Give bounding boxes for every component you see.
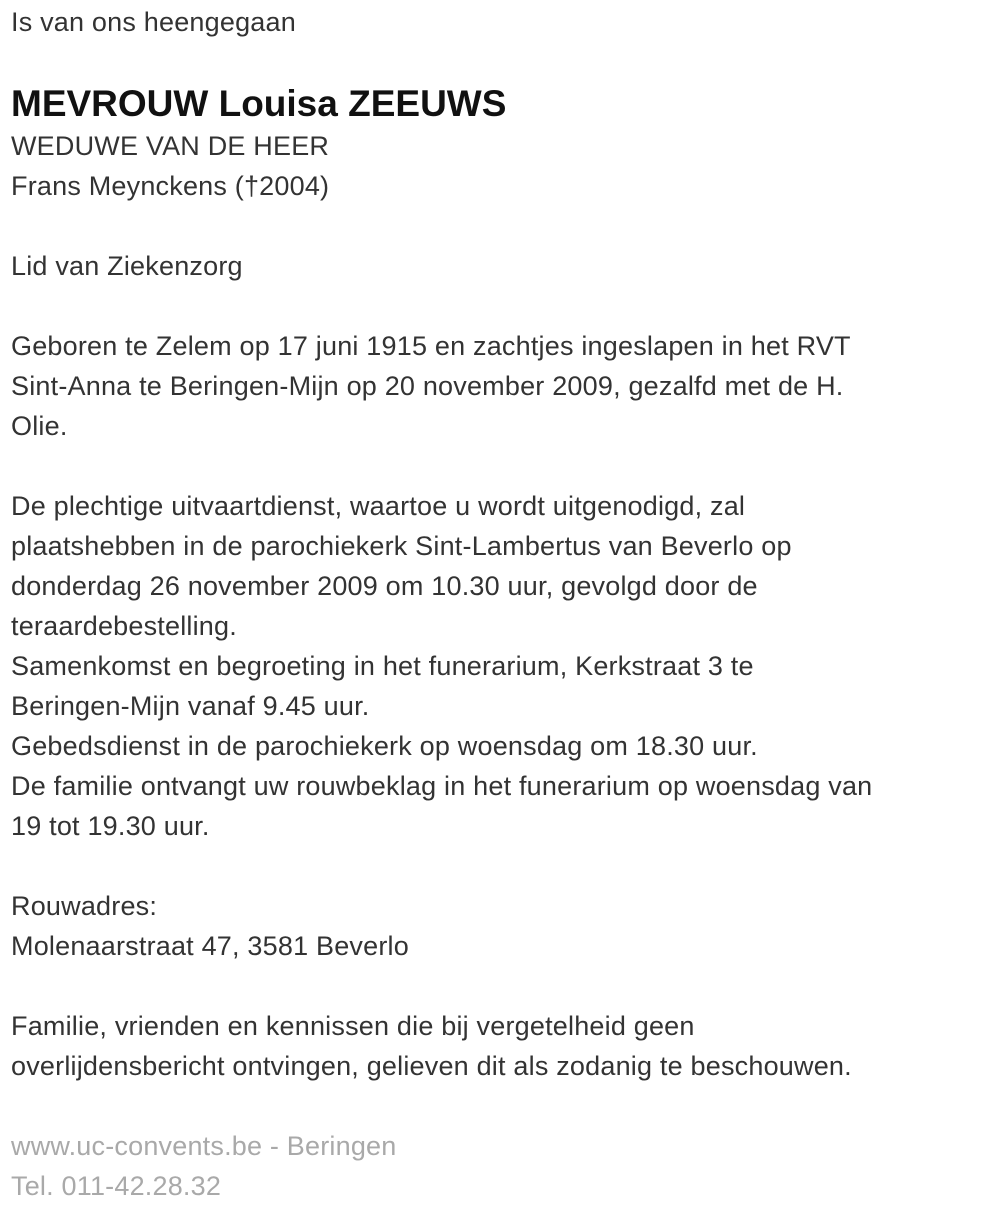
- membership-line: Lid van Ziekenzorg: [11, 251, 243, 281]
- spacer: [11, 206, 992, 246]
- funeral-details-line: Gebedsdienst in de parochiekerk op woensdag om 18.30 uur.: [11, 731, 758, 761]
- apology-line: Familie, vrienden en kennissen die bij vergetelheid geen: [11, 1011, 695, 1041]
- apology-paragraph: [11, 1006, 992, 1086]
- intro-line: Is van ons heengegaan: [11, 7, 296, 37]
- footer-phone: Tel. 011-42.28.32: [11, 1171, 222, 1201]
- spacer: [11, 1086, 992, 1126]
- footer-website: www.uc-convents.be - Beringen: [11, 1131, 397, 1161]
- life-summary-line: Olie.: [11, 411, 68, 441]
- funeral-details-line: donderdag 26 november 2009 om 10.30 uur, gevolgd door de: [11, 571, 758, 601]
- life-summary-line: Geboren te Zelem op 17 juni 1915 en zachtjes ingeslapen in het RVT: [11, 331, 851, 361]
- spouse-name: Frans Meynckens (†2004): [11, 171, 330, 201]
- funeral-details-line: De plechtige uitvaartdienst, waartoe u wordt uitgenodigd, zal: [11, 491, 746, 521]
- mourning-address-label: Rouwadres:: [11, 891, 158, 921]
- spacer: [11, 966, 992, 1006]
- funeral-details-line: teraardebestelling.: [11, 611, 237, 641]
- spacer: [11, 286, 992, 326]
- deceased-name: MEVROUW Louisa ZEEUWS: [11, 83, 507, 124]
- funeral-details-line: Beringen-Mijn vanaf 9.45 uur.: [11, 691, 370, 721]
- life-summary-line: Sint-Anna te Beringen-Mijn op 20 november 2009, gezalfd met de H.: [11, 371, 844, 401]
- spacer: [11, 446, 992, 486]
- funeral-details-line: De familie ontvangt uw rouwbeklag in het funerarium op woensdag van: [11, 771, 873, 801]
- mourning-address-value: Molenaarstraat 47, 3581 Beverlo: [11, 931, 409, 961]
- funeral-details-line: Samenkomst en begroeting in het funerarium, Kerkstraat 3 te: [11, 651, 754, 681]
- funeral-details-paragraph: [11, 486, 992, 846]
- spacer: [11, 42, 992, 82]
- apology-line: overlijdensbericht ontvingen, gelieven dit als zodanig te beschouwen.: [11, 1051, 852, 1081]
- funeral-details-line: plaatshebben in de parochiekerk Sint-Lambertus van Beverlo op: [11, 531, 792, 561]
- footer: [11, 1126, 992, 1206]
- funeral-details-line: 19 tot 19.30 uur.: [11, 811, 210, 841]
- widow-title: WEDUWE VAN DE HEER: [11, 131, 330, 161]
- mourning-address-block: [11, 886, 992, 966]
- life-summary-paragraph: [11, 326, 992, 446]
- spacer: [11, 846, 992, 886]
